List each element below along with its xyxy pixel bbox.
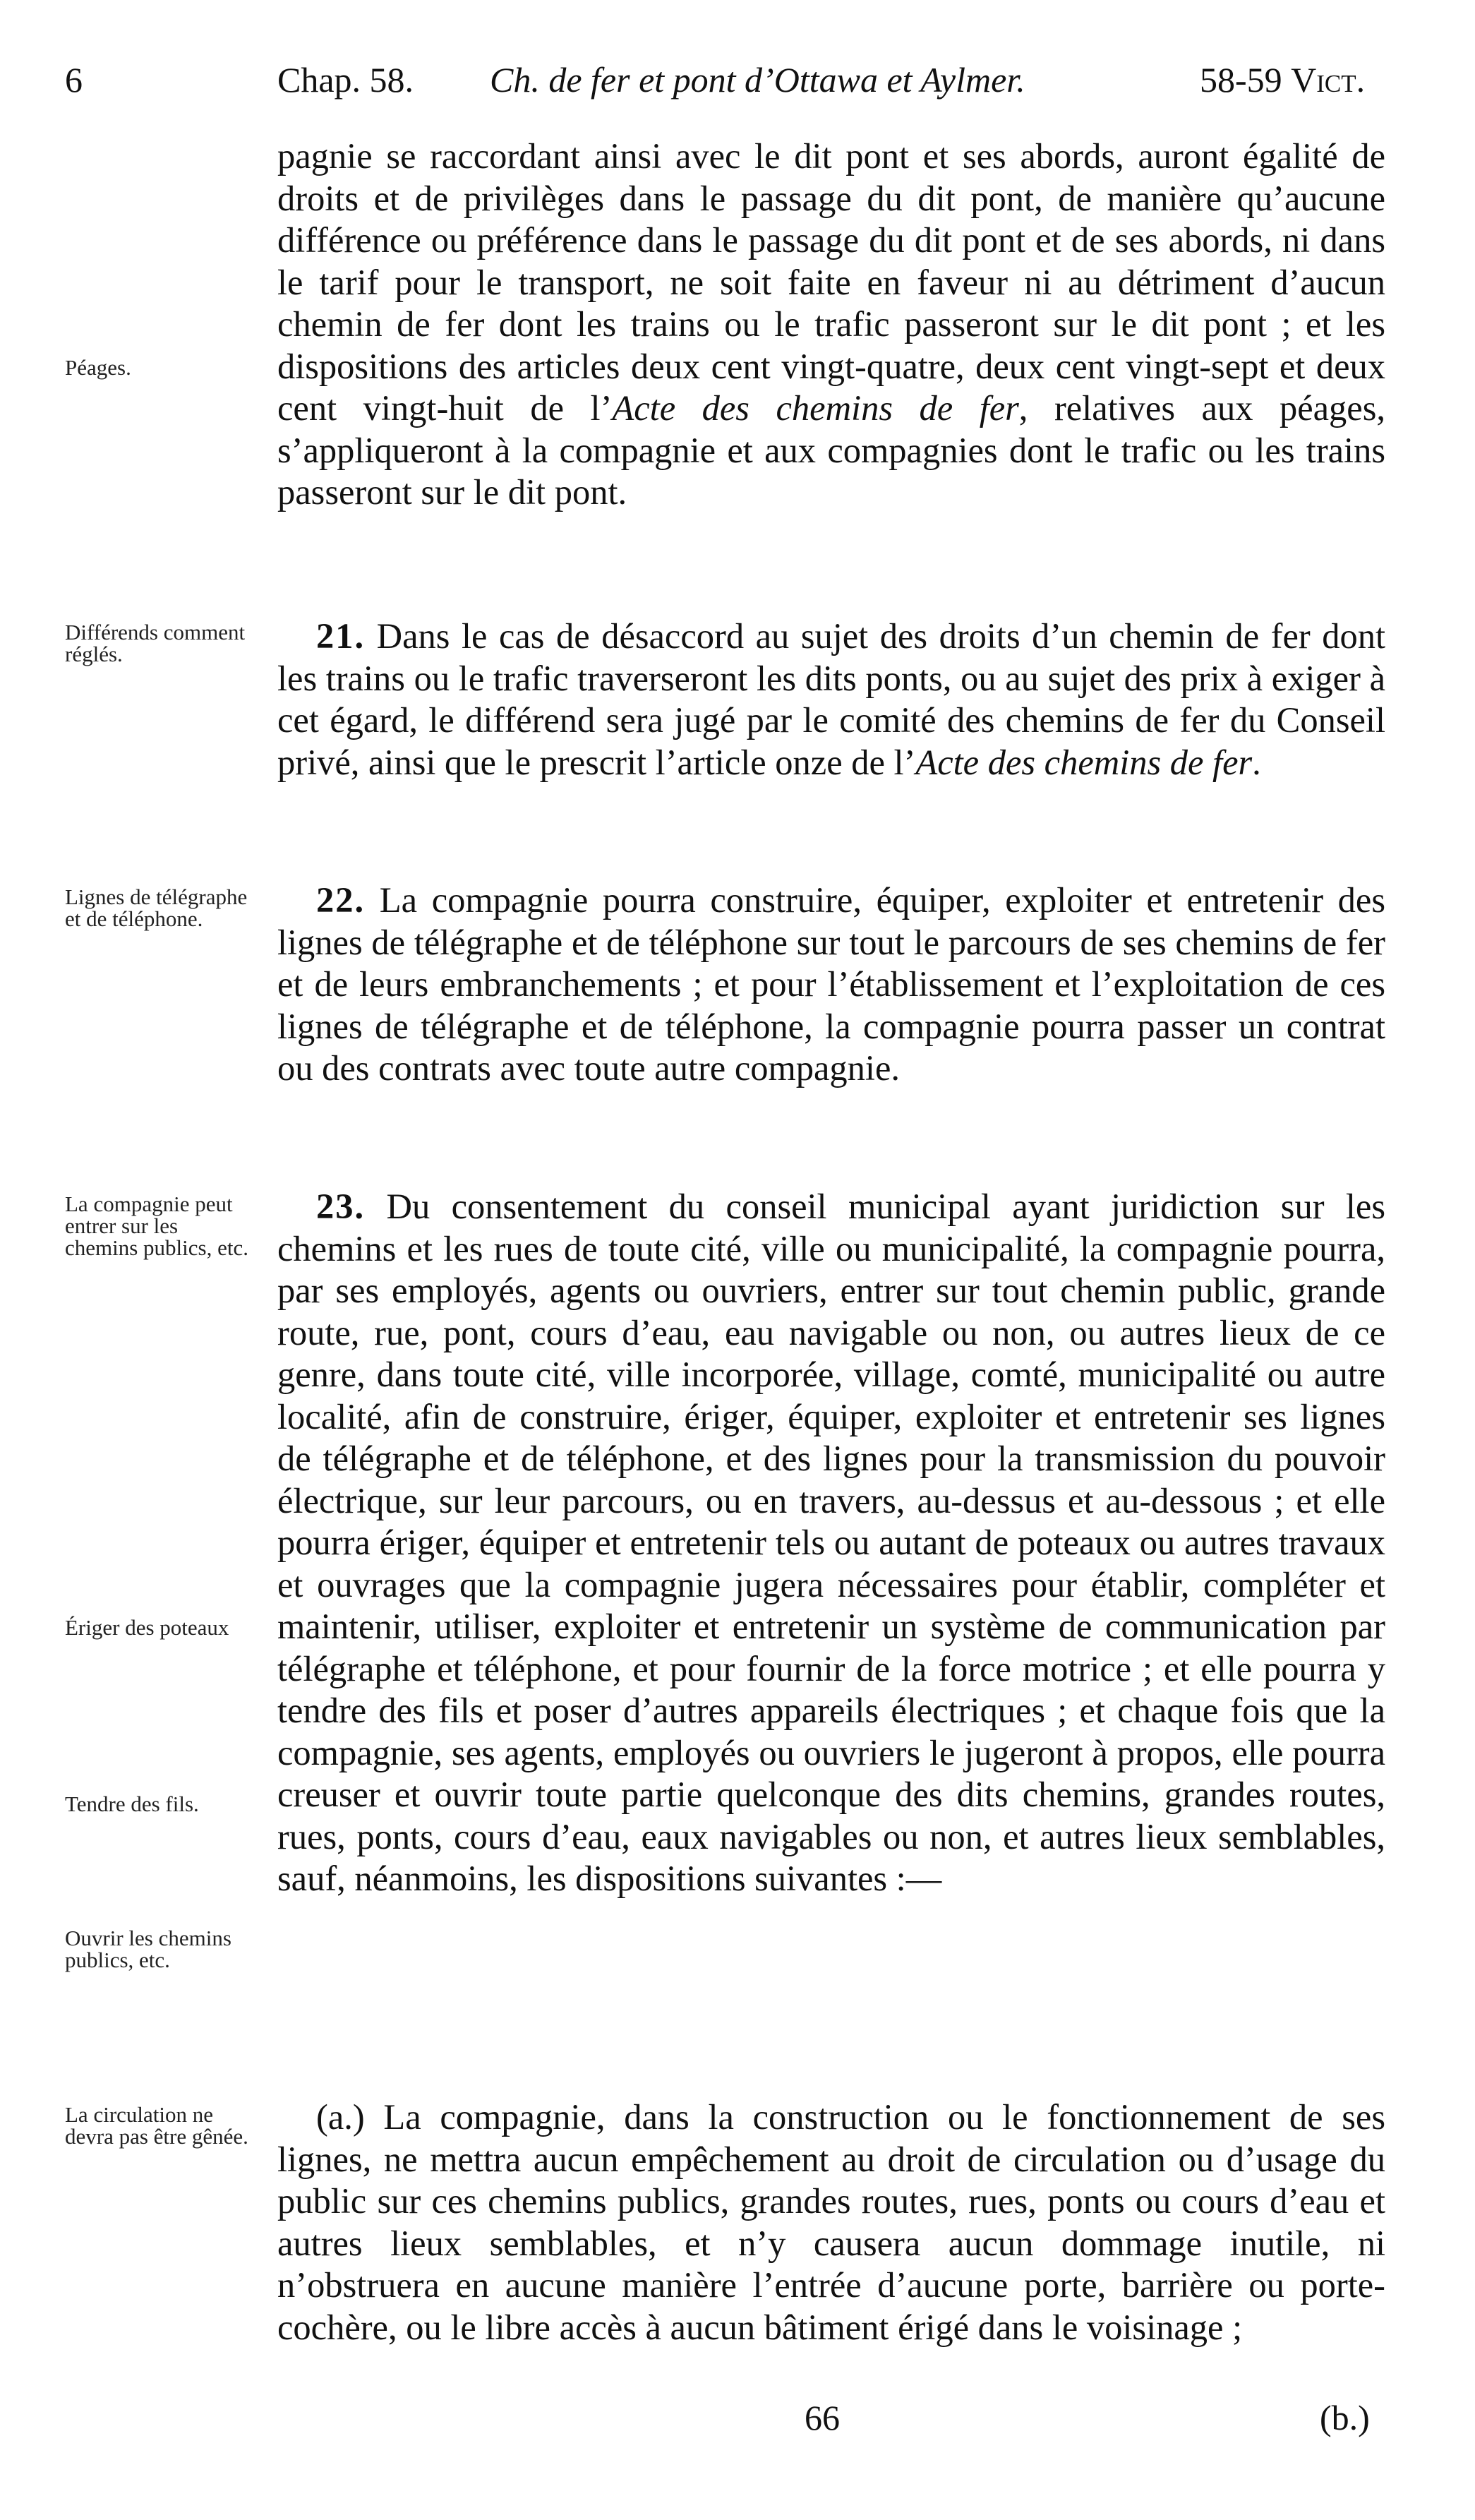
margin-note-compagnie-peut: La compagnie peut entrer sur les chemins publics, etc. [65,1192,248,1260]
header-title: Ch. de fer et pont d’Ottawa et Aylmer. [490,60,1025,100]
footer-folio: 66 [805,2398,840,2437]
margin-note-peages: Péages. [65,355,131,380]
header-chapter: Chap. 58. [277,60,414,100]
continuation-act-name: Acte des chemins de fer [612,388,1019,428]
clause-a [277,2096,1385,2348]
clause-a-label: (a.) [316,2097,365,2137]
footer-catchword: (b.) [1320,2398,1370,2437]
header-regnal-year [1200,55,1365,104]
page-footer [0,2393,1475,2442]
section-22 [277,880,1385,1090]
running-header [0,55,1475,104]
regnal-year-number: 58-59 [1200,60,1282,100]
clause-a-text: La compagnie, dans la construction ou le fonctionnement de ses lignes, ne mettra aucun empêchement au droit de circulation ou d’usage du public sur ces chemins publics, grandes routes, rues, ponts ou cours d’eau et autres lieux semblables, et n’y causera aucun dommage inutile, ni n’obstruera en aucune manière l’entrée d’aucune porte, barrière ou porte-cochère, ou le libre accès à aucun bâtiment érigé dans le voisinage ; [277,2097,1386,2347]
section-23-number: 23. [316,1187,366,1226]
header-page-number: 6 [65,60,83,100]
continuation-text-b: , relatives aux péages, s’appliqueront à la compagnie et aux compagnies dont le trafic ou les trains passeront sur le dit pont. [277,388,1385,512]
section-21-text-a: Dans le cas de désaccord au sujet des droits d’un chemin de fer dont les trains ou le trafic traverseront les dits ponts, ou au sujet des prix à exiger à cet égard, le différend sera jugé par le comité des chemins de fer du Conseil privé, ainsi que le prescrit l’article onze de l’ [277,616,1386,782]
section-22-number: 22. [316,880,366,920]
section-21-act-name: Acte des chemins de fer [915,742,1253,782]
margin-note-ouvrir: Ouvrir les chemins publics, etc. [65,1926,231,1972]
margin-note-lignes: Lignes de télégraphe et de téléphone. [65,884,248,931]
margin-note-tendre: Tendre des fils. [65,1792,199,1816]
section-21-number: 21. [316,616,366,656]
margin-note-eriger: Ériger des poteaux [65,1615,229,1640]
section-23-text: Du consentement du conseil municipal ayant juridiction sur les chemins et les rues de toute cité, ville ou municipalité, la compagnie pourra, par ses employés, agents ou ouvriers, entrer sur tout chemin public, grande route, rue, pont, cours d’eau, eau navigable ou non, ou autres lieux de ce genre, dans toute cité, ville incorporée, village, comté, municipalité ou autre localité, afin de construire, ériger, équiper, exploiter et entretenir ses lignes de télégraphe et de téléphone, et des lignes pour la transmission du pouvoir électrique, sur leur parcours, ou en travers, au-dessus et au-dessous ; et elle pourra ériger, équiper et entretenir tels ou autant de poteaux ou autres travaux et ouvrages que la compagnie jugera nécessaires pour établir, compléter et maintenir, utiliser, exploiter et entretenir un système de communication par télégraphe et téléphone, et pour fournir de la force motrice ; et elle pourra y tendre des fils et poser d’autres appareils électriques ; et chaque fois que la compagnie, ses agents, employés ou ouvriers le jugeront à propos, elle pourra creuser et ouvrir toute partie quelconque des dits chemins, grandes routes, rues, ponts, cours d’eau, eaux navigables ou non, et autres lieux semblables, sauf, néanmoins, les dispositions suivantes :— [277,1187,1385,1898]
section-22-text: La compagnie pourra construire, équiper, exploiter et entretenir des lignes de télégraphe et de téléphone sur tout le parcours de ses chemins de fer et de leurs embranchements ; et pour l’établissement et l’exploitation de ces lignes de télégraphe et de téléphone, la compagnie pourra passer un contrat ou des contrats avec toute autre compagnie. [277,880,1385,1088]
regnal-year-suffix: Vict. [1291,60,1366,100]
paragraph-continuation [277,136,1385,514]
section-23 [277,1186,1385,1900]
continuation-text-a: pagnie se raccordant ainsi avec le dit pont et ses abords, auront égalité de droits et de privilèges dans le passage du dit pont, de manière qu’aucune différence ou préférence dans le passage du dit pont et de ses abords, ni dans le tarif pour le transport, ne soit faite en faveur ni au détriment d’aucun chemin de fer dont les trains ou le trafic passeront sur le dit pont ; et les dispositions des articles deux cent vingt-quatre, deux cent vingt-sept et deux cent vingt-huit de l’ [277,136,1385,428]
margin-note-circulation: La circulation ne devra pas être gênée. [65,2102,248,2149]
section-21-text-b: . [1252,742,1261,782]
margin-note-differends: Différends comment réglés. [65,620,246,666]
section-21 [277,616,1385,784]
